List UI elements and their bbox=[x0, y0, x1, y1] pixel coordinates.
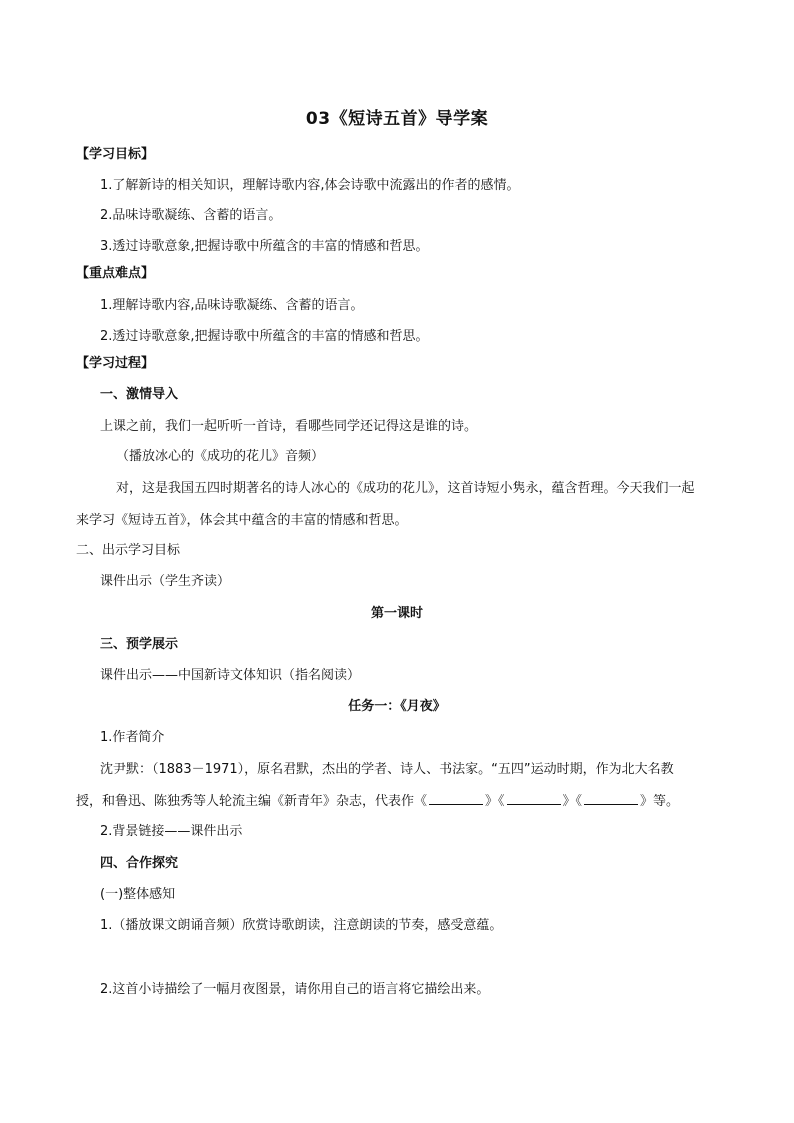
author-text: 授，和鲁迅、陈独秀等人轮流主编《新青年》杂志，代表作《 bbox=[76, 794, 428, 809]
step4-title: 四、合作探究 bbox=[100, 856, 179, 871]
step1-paragraph: 来学习《短诗五首》，体会其中蕴含的丰富的情感和哲思。 bbox=[76, 513, 408, 528]
author-paragraph: 沈尹默：（1883－1971），原名君默，杰出的学者、诗人、书法家。“五四”运动时期，作为北大名教 bbox=[100, 762, 674, 777]
background-link: 2.背景链接——课件出示 bbox=[100, 824, 243, 839]
step3-paragraph: 课件出示——中国新诗文体知识（指名阅读） bbox=[100, 668, 361, 683]
objectives-header: 【学习目标】 bbox=[76, 147, 155, 162]
process-header: 【学习过程】 bbox=[76, 356, 155, 371]
question-item: 1.（播放课文朗诵音频）欣赏诗歌朗读，注意朗读的节奏，感受意蕴。 bbox=[100, 918, 503, 933]
step2-paragraph: 课件出示（学生齐读） bbox=[100, 574, 231, 589]
sub1-title: (一)整体感知 bbox=[100, 887, 176, 902]
author-paragraph-line2 bbox=[76, 792, 679, 811]
task1-title: 任务一：《月夜》 bbox=[348, 699, 446, 714]
fill-blank[interactable] bbox=[507, 792, 561, 805]
author-text: 》等。 bbox=[640, 794, 680, 809]
author-text: 》《 bbox=[562, 794, 583, 809]
keypoint-item: 2.透过诗歌意象,把握诗歌中所蕴含的丰富的情感和哲思。 bbox=[100, 329, 429, 344]
fill-blank[interactable] bbox=[584, 792, 638, 805]
keypoint-item: 1.理解诗歌内容,品味诗歌凝练、含蓄的语言。 bbox=[100, 298, 364, 313]
objective-item: 3.透过诗歌意象,把握诗歌中所蕴含的丰富的情感和哲思。 bbox=[100, 239, 429, 254]
question-item: 2.这首小诗描绘了一幅月夜图景，请你用自己的语言将它描绘出来。 bbox=[100, 982, 490, 997]
fill-blank[interactable] bbox=[429, 792, 483, 805]
step1-paragraph: 上课之前，我们一起听听一首诗，看哪些同学还记得这是谁的诗。 bbox=[100, 419, 478, 434]
step1-paragraph: 对，这是我国五四时期著名的诗人冰心的《成功的花儿》，这首诗短小隽永，蕴含哲理。今天我们一起 bbox=[116, 481, 695, 496]
objective-item: 1.了解新诗的相关知识，理解诗歌内容,体会诗歌中流露出的作者的感情。 bbox=[100, 178, 520, 193]
page-title: 03《短诗五首》导学案 bbox=[305, 109, 489, 129]
step1-title: 一、激情导入 bbox=[100, 387, 179, 402]
step2-title: 二、出示学习目标 bbox=[76, 543, 181, 558]
objective-item: 2.品味诗歌凝练、含蓄的语言。 bbox=[100, 208, 282, 223]
author-text: 》《 bbox=[485, 794, 505, 809]
lesson-title: 第一课时 bbox=[370, 606, 423, 621]
step3-title: 三、预学展示 bbox=[100, 637, 179, 652]
author-heading: 1.作者简介 bbox=[100, 730, 165, 745]
step1-paragraph: （播放冰心的《成功的花儿》音频） bbox=[116, 449, 325, 464]
keypoints-header: 【重点难点】 bbox=[76, 266, 155, 281]
